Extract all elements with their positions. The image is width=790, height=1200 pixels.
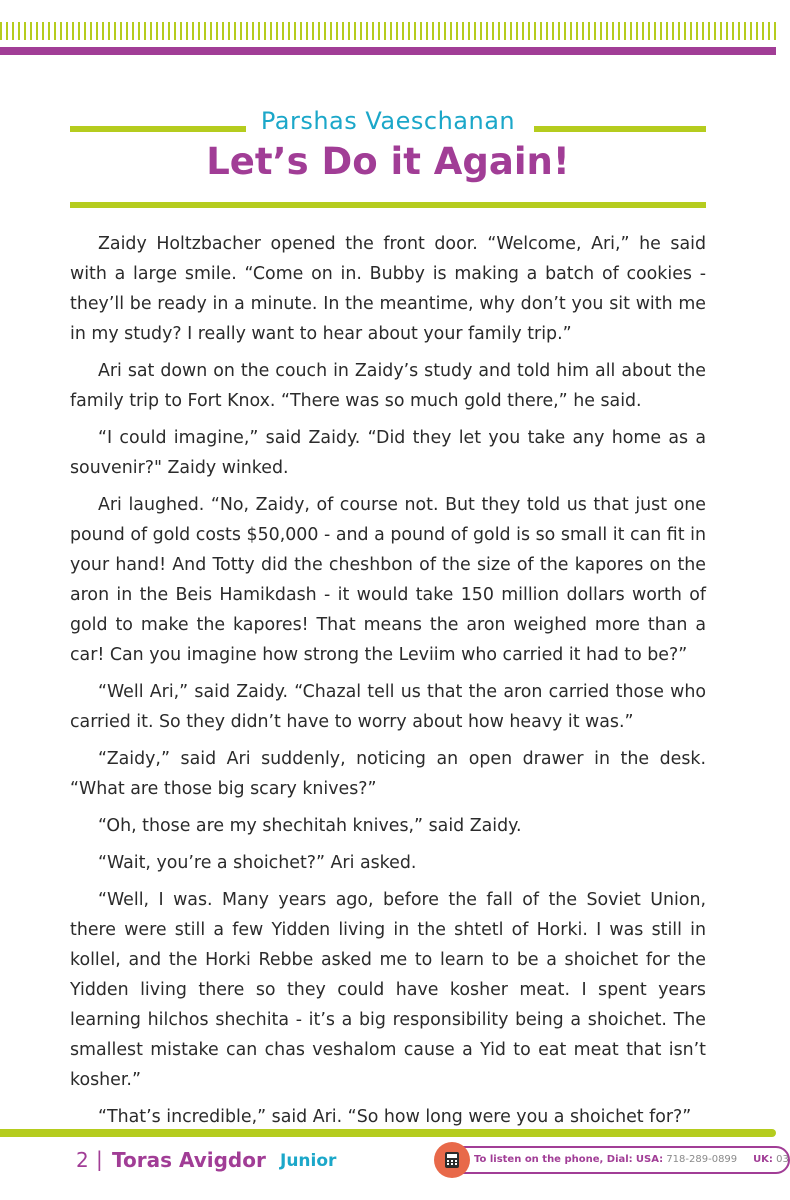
- paragraph: Ari laughed. “No, Zaidy, of course not. But they told us that just one pound of gold costs $50,000 - and a pound of gold is so small it can fit in your hand! And Totty did the cheshbon of the size of the kapores on the aron in the Beis Hamikdash - it would take 150 million dollars worth of gold to make the kapores! That means the aron weighed more than a car! Can you imagine how strong the Leviim who carried it had to be?”: [70, 495, 706, 665]
- top-purple-bar: [0, 47, 776, 55]
- usa-number: 718-289-0899: [666, 1154, 738, 1165]
- phone-label: To listen on the phone, Dial:: [474, 1154, 633, 1165]
- usa-label: USA:: [635, 1154, 664, 1165]
- page-number: 2: [76, 1148, 89, 1172]
- footer-separator: |: [96, 1147, 103, 1171]
- paragraph: “Well Ari,” said Zaidy. “Chazal tell us that the aron carried those who carried it. So they didn’t have to worry about how heavy it was.”: [70, 682, 706, 732]
- parsha-name: Parshas Vaeschanan: [260, 107, 516, 135]
- brand-subtitle: Junior: [280, 1151, 337, 1171]
- paragraph: “Oh, those are my shechitah knives,” said Zaidy.: [98, 816, 522, 836]
- paragraph: “Well, I was. Many years ago, before the fall of the Soviet Union, there were still a few Yidden living in the shtetl of Horki. I was still in kollel, and the Horki Rebbe asked me to learn to be a shoichet for the Yidden living there so they could have kosher meat. I spent years learning hilchos shechita - it’s a big responsibility being a shoichet. The smallest mistake can chas veshalom cause a Yid to eat meat that isn’t kosher.”: [70, 890, 706, 1090]
- brand-name: Toras Avigdor: [112, 1148, 266, 1172]
- uk-label: UK:: [753, 1154, 773, 1165]
- phone-icon: [434, 1142, 470, 1178]
- title-rule-bottom: [70, 202, 706, 208]
- top-tick-border: [0, 22, 776, 40]
- phone-info-text: [474, 1154, 789, 1165]
- bottom-green-bar: [0, 1129, 776, 1137]
- paragraph: “Wait, you’re a shoichet?” Ari asked.: [98, 853, 417, 873]
- paragraph: Zaidy Holtzbacher opened the front door. “Welcome, Ari,” he said with a large smile. “Come on in. Bubby is making a batch of cookies - they’ll be ready in a minute. In the meantime, why don’t you sit with me in my study? I really want to hear about your family trip.”: [70, 234, 706, 344]
- story-body: [70, 229, 706, 1132]
- page-footer: [0, 1140, 789, 1180]
- paragraph: “That’s incredible,” said Ari. “So how long were you a shoichet for?”: [98, 1107, 692, 1127]
- paragraph: “Zaidy,” said Ari suddenly, noticing an open drawer in the desk. “What are those big scary knives?”: [70, 749, 706, 799]
- paragraph: “I could imagine,” said Zaidy. “Did they let you take any home as a souvenir?" Zaidy winked.: [70, 428, 706, 478]
- uk-number: 03: [776, 1154, 789, 1165]
- page-title: Let’s Do it Again!: [206, 140, 570, 183]
- paragraph: Ari sat down on the couch in Zaidy’s study and told him all about the family trip to Fort Knox. “There was so much gold there,” he said.: [70, 361, 706, 411]
